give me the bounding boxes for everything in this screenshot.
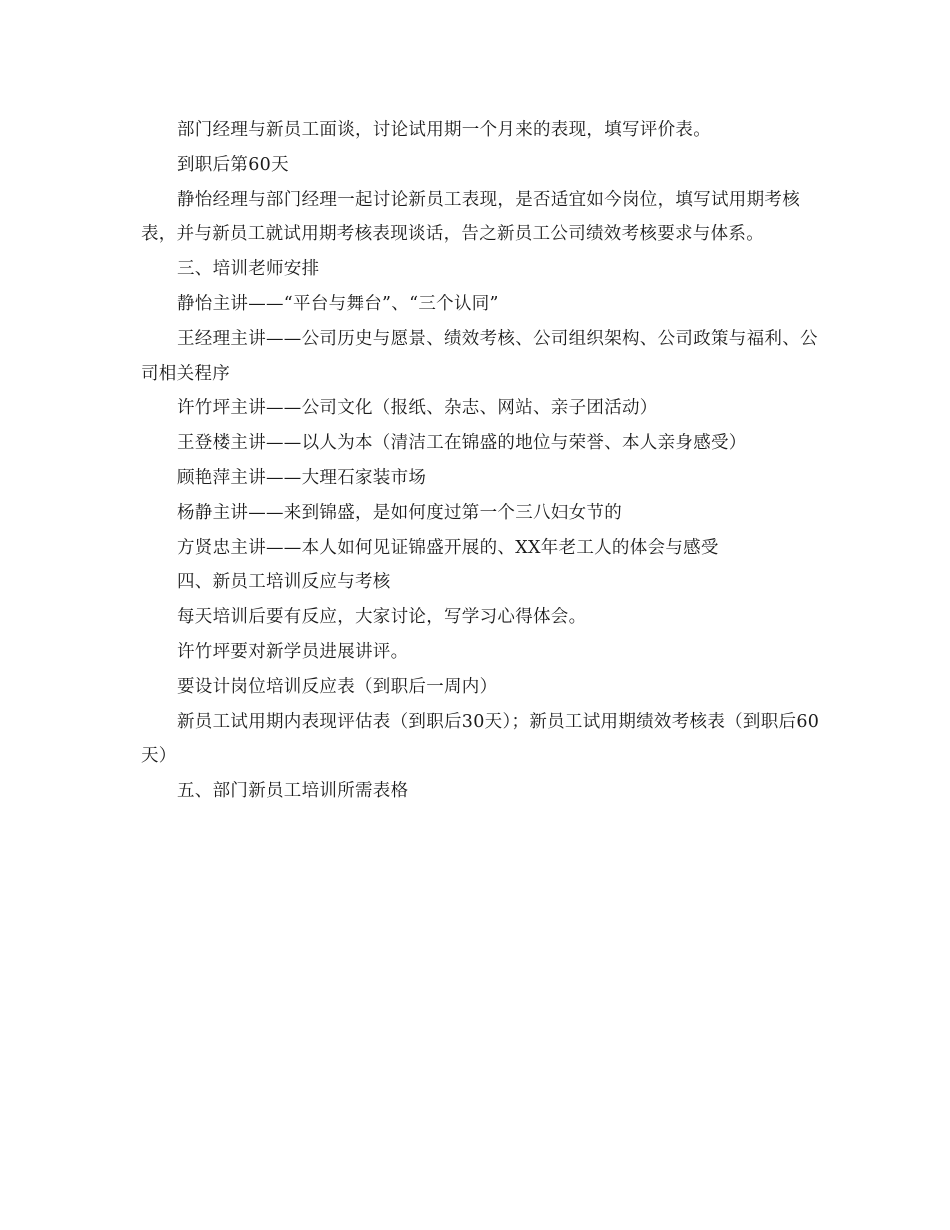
feedback-item: 要设计岗位培训反应表（到职后一周内） <box>177 676 498 697</box>
trainer-item: 王登楼主讲——以人为本（清洁工在锦盛的地位与荣誉、本人亲身感受） <box>177 433 747 454</box>
trainer-item: 王经理主讲——公司历史与愿景、绩效考核、公司组织架构、公司政策与福利、公司相关程序 <box>141 328 818 384</box>
document-body <box>141 113 821 809</box>
paragraph-day-60: 到职后第60天 <box>177 154 289 175</box>
feedback-item: 新员工试用期内表现评估表（到职后30天）；新员工试用期绩效考核表（到职后60天） <box>141 711 820 767</box>
section-heading-trainers: 三、培训老师安排 <box>177 259 320 280</box>
trainer-item: 杨静主讲——来到锦盛，是如何度过第一个三八妇女节的 <box>177 502 622 523</box>
paragraph-probation-review: 静怡经理与部门经理一起讨论新员工表现，是否适宜如今岗位，填写试用期考核表，并与新员工就试用期考核表现谈话，告之新员工公司绩效考核要求与体系。 <box>141 189 800 245</box>
feedback-item: 每天培训后要有反应，大家讨论，写学习心得体会。 <box>177 607 587 628</box>
section-heading-forms: 五、部门新员工培训所需表格 <box>177 781 409 802</box>
trainer-item: 许竹坪主讲——公司文化（报纸、杂志、网站、亲子团活动） <box>177 398 658 419</box>
section-heading-feedback: 四、新员工培训反应与考核 <box>177 572 391 593</box>
feedback-item: 许竹坪要对新学员进展讲评。 <box>177 641 409 662</box>
trainer-item: 顾艳萍主讲——大理石家装市场 <box>177 467 427 488</box>
trainer-item: 静怡主讲——“平台与舞台”、“三个认同” <box>177 293 499 314</box>
trainer-item: 方贤忠主讲——本人如何见证锦盛开展的、XX年老工人的体会与感受 <box>177 537 719 558</box>
paragraph-interview: 部门经理与新员工面谈，讨论试用期一个月来的表现，填写评价表。 <box>177 120 711 140</box>
